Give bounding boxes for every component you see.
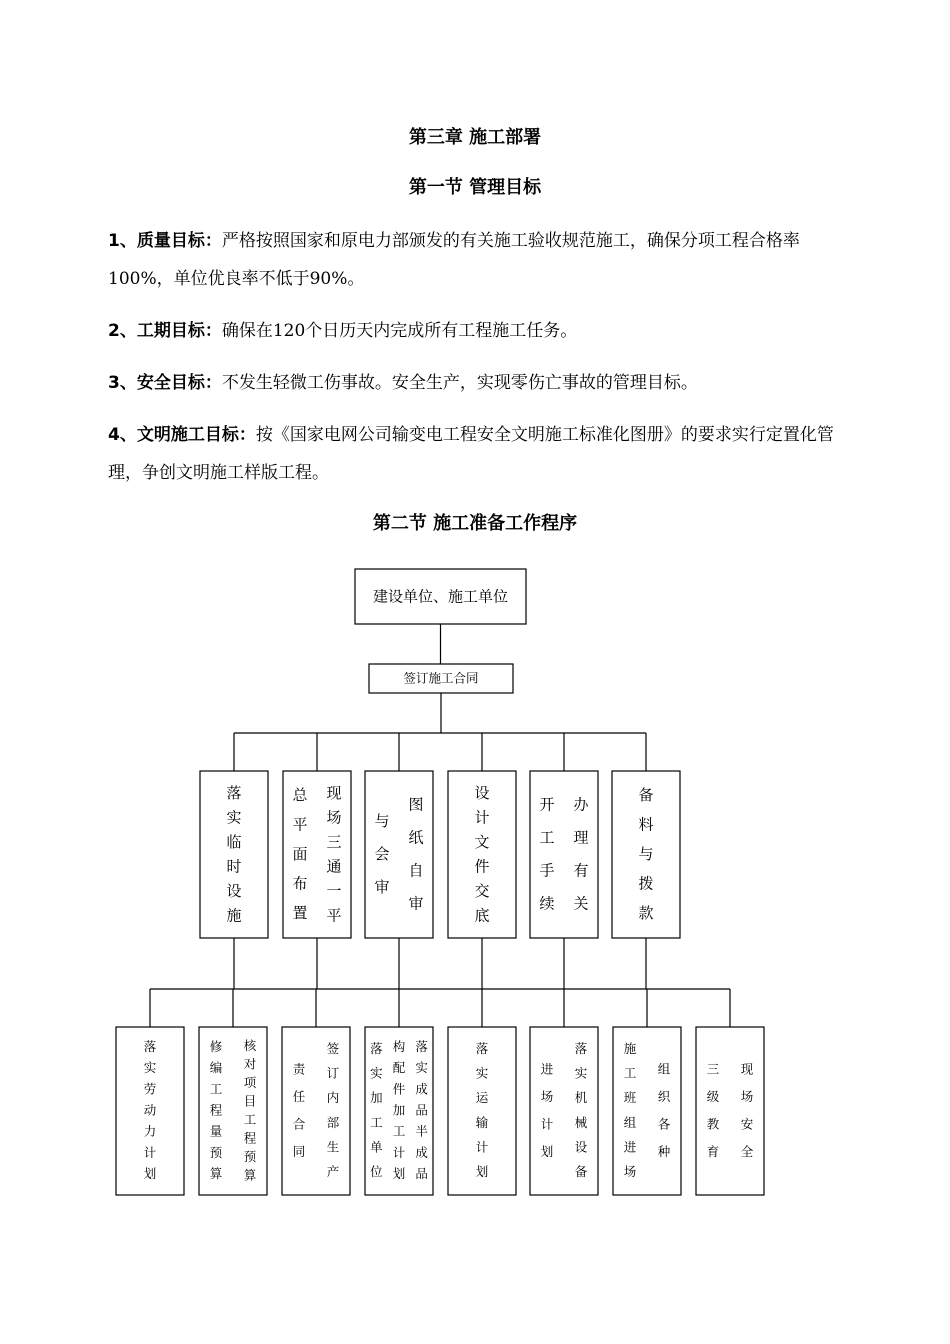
flow-box-level3-label-char: 签 (326, 1040, 340, 1056)
flow-box-level3-label-char: 实 (475, 1065, 489, 1081)
goal-text: 不发生轻微工伤事故。安全生产，实现零伤亡事故的管理目标。 (221, 373, 698, 393)
flow-box-level3-label-char: 修 (209, 1039, 223, 1055)
flow-box-level3-label-char: 安 (740, 1116, 754, 1132)
flow-box-level3-label-char: 种 (657, 1143, 671, 1159)
flow-box-level2-label-char: 交 (474, 881, 490, 900)
flow-box-level3-label-char: 划 (540, 1143, 554, 1159)
goal-text: 严格按照国家和原电力部颁发的有关施工验收规范施工，确保分项工程合格率100%，单位优良率不低于90%。 (108, 231, 800, 289)
flow-box-level3-label-char: 部 (326, 1114, 340, 1130)
flow-box-level2-label-char: 自 (408, 861, 424, 880)
flow-box-level2-label-char: 料 (638, 815, 654, 834)
flow-box-level2-label-char: 三 (326, 832, 342, 851)
flow-box-contract-label: 签订施工合同 (403, 670, 479, 686)
flow-box-level3-label-char: 工 (623, 1065, 637, 1081)
flow-box-level3-label-char: 目 (243, 1093, 257, 1109)
flow-box-level2-label-char: 续 (539, 894, 555, 913)
flow-box-level2-label-char: 时 (226, 857, 242, 876)
flow-box-level3-label-char: 生 (326, 1139, 340, 1155)
flow-box-level3-label-char: 划 (475, 1164, 489, 1180)
flow-box-level3-label-char: 组 (623, 1114, 637, 1130)
flow-box-level3-label-char: 实 (370, 1065, 383, 1081)
flow-box-level3-label-char: 责 (292, 1061, 306, 1077)
flow-box-level2-label-char: 设 (474, 783, 490, 802)
flow-box-level3-label-char: 计 (143, 1144, 157, 1160)
flow-box-level3-label-char: 算 (209, 1165, 223, 1181)
flow-box-level2-label-char: 与 (638, 845, 654, 863)
section-title-preparation-procedure: 第二节 施工准备工作程序 (372, 513, 578, 534)
goal-text: 确保在120个日历天内完成所有工程施工任务。 (221, 321, 578, 341)
flow-box-level2-label-char: 布 (292, 874, 308, 893)
flow-box-level3-label-char: 育 (706, 1143, 720, 1159)
flow-box-level2-label-char: 手 (539, 861, 555, 880)
flow-box-level3-label-char: 计 (392, 1144, 406, 1160)
flow-box-level3-label-char: 织 (657, 1088, 671, 1104)
flow-box-level2-label-char: 工 (539, 828, 555, 847)
flow-box-level2-label-char: 文 (474, 832, 490, 851)
flow-box-level3-label-char: 实 (143, 1060, 157, 1076)
flow-box-level3-label-char: 劳 (143, 1081, 157, 1097)
flow-box-level3-label-char: 划 (143, 1165, 157, 1181)
flow-box-level3-label-char: 成 (415, 1081, 428, 1097)
flow-box-level3-label-char: 进 (623, 1139, 637, 1155)
flow-box-level2-label-char: 通 (326, 857, 342, 876)
flow-box-level3-label-char: 任 (292, 1088, 306, 1104)
flow-box-level3-label-char: 实 (415, 1060, 428, 1076)
flow-box-level3-label-char: 运 (475, 1090, 489, 1106)
flow-box-level3-label-char: 订 (326, 1065, 340, 1081)
flow-box-level3-label-char: 预 (209, 1144, 223, 1160)
flow-box-level3-label-char: 件 (392, 1081, 406, 1097)
flow-box-level3-label-char: 产 (326, 1164, 340, 1180)
flow-box-level3-label-char: 计 (475, 1139, 489, 1155)
flow-box-level3-label-char: 工 (392, 1123, 406, 1139)
flow-box-level3-label-char: 加 (392, 1102, 406, 1118)
flow-box-level3-label-char: 项 (243, 1074, 257, 1090)
flow-box-level2-label-char: 款 (638, 903, 654, 922)
flow-box-level3-label-char: 品 (415, 1102, 428, 1118)
flow-box-level2-label-char: 有 (573, 861, 589, 880)
goal-label: 4、文明施工目标： (108, 425, 256, 445)
flow-box-level3-label-char: 实 (574, 1065, 588, 1081)
flow-box-level2-label-char: 办 (573, 795, 589, 814)
goal-text: 按《国家电网公司输变电工程安全文明施工标准化图册》的要求实行定置化管理，争创文明施工样版工程。 (108, 425, 834, 483)
flow-box-level3-label-char: 程 (243, 1130, 257, 1146)
flow-box-level3-label-char: 机 (574, 1090, 588, 1106)
flow-box-level3 (696, 1027, 764, 1195)
flow-box-level2-label-char: 落 (226, 783, 242, 802)
flow-box-level3-label-char: 位 (370, 1164, 383, 1180)
flow-box-level3-label-char: 对 (243, 1056, 257, 1072)
flow-box-level3-label-char: 计 (540, 1116, 554, 1132)
chapter-title: 第三章 施工部署 (408, 127, 542, 148)
flow-box-level3-label-char: 落 (475, 1040, 489, 1056)
flow-box-level3-label-char: 核 (243, 1037, 257, 1053)
flow-box-level3-label-char: 划 (392, 1165, 406, 1181)
flow-box-level3-label-char: 工 (209, 1081, 223, 1097)
flow-box-level2-label-char: 设 (226, 881, 242, 900)
flow-box-level2-label-char: 场 (326, 808, 342, 827)
flow-box-level3 (282, 1027, 350, 1195)
flow-box-level3-label-char: 编 (209, 1060, 223, 1076)
goal-label: 3、安全目标： (108, 373, 222, 393)
flow-box-level3-label-char: 场 (540, 1088, 554, 1104)
goal-label: 1、质量目标： (108, 231, 222, 251)
flow-box-level2-label-char: 计 (474, 808, 490, 827)
flow-box-level3-label-char: 内 (326, 1090, 340, 1106)
flow-box-level2-label-char: 拨 (638, 874, 654, 893)
flow-box-level3-label-char: 级 (706, 1088, 720, 1104)
flow-box-level3-label-char: 动 (143, 1102, 157, 1118)
flow-box-level2-label-char: 平 (292, 815, 308, 834)
flow-box-level3-label-char: 落 (574, 1040, 588, 1056)
flow-box-level3-label-char: 三 (706, 1061, 720, 1077)
flow-box-level3-label-char: 场 (623, 1164, 637, 1180)
flow-box-level2-label-char: 会 (374, 845, 390, 863)
flow-box-level3-label-char: 设 (574, 1139, 588, 1155)
flow-box-level2-label-char: 现 (326, 783, 342, 802)
flow-box-level3-label-char: 场 (740, 1088, 754, 1104)
flow-box-level3-label-char: 加 (370, 1090, 383, 1106)
flow-box-level2-label-char: 平 (326, 906, 342, 925)
flow-box-level3-label-char: 落 (415, 1039, 428, 1055)
flow-box-level3-label-char: 构 (392, 1039, 406, 1055)
flow-box-level3-label-char: 力 (143, 1123, 157, 1139)
flow-box-level3-label-char: 成 (415, 1144, 428, 1160)
flow-box-level2-label-char: 总 (292, 786, 308, 805)
flow-box-level3-label-char: 算 (243, 1167, 257, 1183)
flow-box-level3-label-char: 落 (143, 1039, 157, 1055)
flow-box-level3-label-char: 预 (243, 1148, 257, 1164)
flow-box-level3-label-char: 械 (574, 1114, 588, 1130)
flow-box-level2-label-char: 审 (374, 878, 390, 896)
flow-box-level3-label-char: 组 (657, 1061, 671, 1077)
flow-box-level2-label-char: 件 (474, 857, 490, 876)
flow-box-level3-label-char: 输 (475, 1114, 489, 1130)
flow-box-level2-label-char: 图 (408, 795, 424, 814)
flow-box-level3-label-char: 配 (392, 1060, 406, 1076)
flow-box-level2-label-char: 面 (292, 845, 308, 863)
flow-box-level3-label-char: 现 (740, 1061, 754, 1077)
flow-box-level3-label-char: 教 (706, 1116, 720, 1132)
flow-box-level2-label-char: 临 (226, 832, 242, 851)
flow-box-level3-label-char: 备 (574, 1164, 588, 1180)
goal-label: 2、工期目标： (108, 321, 222, 341)
flow-box-level2-label-char: 纸 (408, 828, 424, 847)
flow-box-level3-label-char: 各 (657, 1116, 671, 1132)
flow-box-level3-label-char: 工 (370, 1114, 383, 1130)
flow-box-level2-label-char: 与 (374, 812, 390, 830)
flow-box-level3-label-char: 合 (292, 1116, 306, 1132)
flow-box-level2-label-char: 施 (226, 906, 242, 925)
flow-box-level2-label-char: 一 (326, 881, 342, 900)
flow-box-level2-label-char: 实 (226, 808, 242, 827)
flow-box-level3-label-char: 品 (415, 1165, 428, 1181)
flow-box-level3-label-char: 落 (370, 1040, 383, 1056)
flow-box-level3-label-char: 量 (209, 1123, 223, 1139)
flow-box-level3-label-char: 班 (623, 1090, 637, 1106)
flow-box-top-label: 建设单位、施工单位 (372, 587, 509, 606)
section-title-management-goals: 第一节 管理目标 (408, 177, 542, 198)
flow-box-level3 (530, 1027, 598, 1195)
flow-box-level3-label-char: 单 (370, 1139, 383, 1155)
flow-box-level3-label-char: 半 (415, 1123, 428, 1139)
flow-box-level3-label-char: 施 (623, 1040, 637, 1056)
flow-box-level2-label-char: 审 (408, 894, 424, 913)
flow-box-level3-label-char: 全 (740, 1143, 754, 1159)
flow-box-level2-label-char: 备 (638, 786, 654, 805)
flow-box-level2-label-char: 开 (539, 795, 555, 814)
flow-box-level3-label-char: 程 (209, 1102, 223, 1118)
flow-box-level3-label-char: 进 (540, 1061, 554, 1077)
flow-box-level2-label-char: 置 (292, 903, 308, 922)
flow-box-level2-label-char: 理 (573, 828, 589, 847)
flow-box-level2-label-char: 关 (573, 894, 589, 913)
flow-box-level2-label-char: 底 (474, 906, 490, 925)
flow-box-level3-label-char: 工 (243, 1111, 257, 1127)
flow-box-level3-label-char: 同 (292, 1143, 306, 1159)
